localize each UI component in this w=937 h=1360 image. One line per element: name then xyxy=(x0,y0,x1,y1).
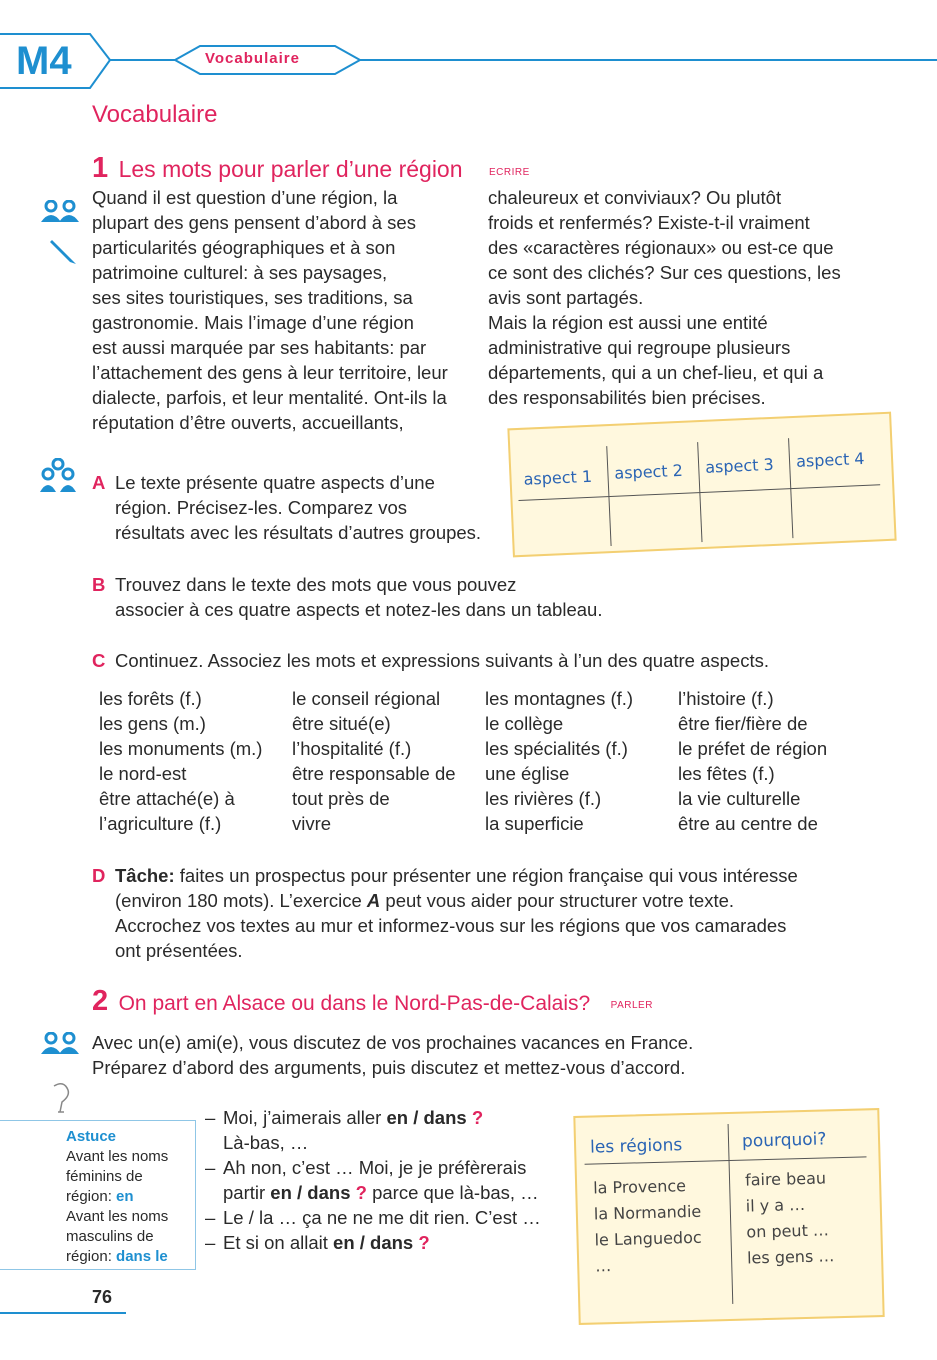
word-item: les montagnes (f.) xyxy=(485,688,634,709)
exercise-1-heading xyxy=(92,152,530,185)
header-tab-label: Vocabulaire xyxy=(205,50,300,67)
dash: – xyxy=(205,1107,216,1128)
text-line: Quand il est question d’une région, la xyxy=(92,187,398,208)
region-item: la Normandie xyxy=(593,1201,702,1224)
dialogue-line xyxy=(205,1105,565,1130)
word-item: être situé(e) xyxy=(292,713,391,734)
dialogue-choice: en / dans xyxy=(333,1232,414,1253)
question-mark: ? xyxy=(418,1232,430,1253)
tip-line xyxy=(66,1187,195,1207)
tip-line: Avant les noms xyxy=(66,1148,169,1165)
header-bar xyxy=(0,0,937,95)
text-line: des «caractères régionaux» ou est-ce que xyxy=(488,237,834,258)
task-b-line: Trouvez dans le texte des mots que vous pouvez xyxy=(115,574,517,595)
task-b-letter: B xyxy=(92,574,106,595)
pair-work-icon xyxy=(40,1032,80,1056)
text-line: des responsabilités bien précises. xyxy=(488,387,766,408)
group-work-icon xyxy=(40,458,76,494)
dash: – xyxy=(205,1157,216,1178)
text-line: Mais la région est aussi une entité xyxy=(488,312,768,333)
reason-item: on peut … xyxy=(746,1220,830,1242)
task-b xyxy=(92,572,692,622)
tip-keyword: dans le xyxy=(116,1248,168,1265)
reason-item: faire beau xyxy=(744,1168,827,1190)
word-item: les rivières (f.) xyxy=(485,788,602,809)
text-line: l’attachement des gens à leur territoire, leur xyxy=(92,362,448,383)
regions-list xyxy=(593,1173,703,1280)
text-line: ce sont des clichés? Sur ces questions, les xyxy=(488,262,841,283)
text-line: avis sont partagés. xyxy=(488,287,644,308)
text-column-left xyxy=(92,185,477,435)
question-mark: ? xyxy=(355,1182,367,1203)
dialogue-line: Là-bas, … xyxy=(223,1132,309,1153)
word-item: le préfet de région xyxy=(678,738,828,759)
task-d-line: ont présentées. xyxy=(115,940,243,961)
word-item: les fêtes (f.) xyxy=(678,763,775,784)
task-a-letter: A xyxy=(92,472,106,493)
text-line: patrimoine culturel: à ses paysages, xyxy=(92,262,388,283)
module-badge: M4 xyxy=(16,39,72,83)
task-a-line: région. Précisez-les. Comparez vos xyxy=(115,497,407,518)
task-c-line: Continuez. Associez les mots et expressions suivants à l’un des quatre aspects. xyxy=(115,650,770,671)
reasons-list xyxy=(745,1165,835,1271)
dialogue-text: Ah non, c’est … Moi, je je préfèrerais xyxy=(223,1157,527,1178)
tip-keyword: en xyxy=(116,1188,134,1205)
word-item: le conseil régional xyxy=(292,688,441,709)
task-a-line: résultats avec les résultats d’autres groupes. xyxy=(115,522,482,543)
dialogue-choice: en / dans xyxy=(386,1107,467,1128)
regions-note xyxy=(573,1108,884,1325)
reason-item: les gens … xyxy=(746,1246,835,1268)
lightbulb-icon xyxy=(48,1082,74,1116)
region-item: la Provence xyxy=(592,1176,687,1198)
exercise-1-skill-tag: ECRIRE xyxy=(488,167,530,179)
pencil-icon xyxy=(48,236,78,266)
exercise-1-title: Les mots pour parler d’une région xyxy=(118,156,463,182)
reason-item: il y a … xyxy=(745,1195,806,1216)
word-item: la vie culturelle xyxy=(678,788,801,809)
text-line: chaleureux et conviviaux? Ou plutôt xyxy=(488,187,782,208)
word-column xyxy=(99,686,292,836)
page-title: Vocabulaire xyxy=(92,101,218,128)
text-line: réputation d’être ouverts, accueillants, xyxy=(92,412,404,433)
regions-header: les régions xyxy=(589,1135,683,1158)
word-list xyxy=(99,686,858,836)
text-line: administrative qui regroupe plusieurs xyxy=(488,337,791,358)
header-ribbon xyxy=(0,0,937,95)
task-a-line: Le texte présente quatre aspects d’une xyxy=(115,472,435,493)
region-item: … xyxy=(595,1256,612,1276)
task-d-bold: Tâche: xyxy=(115,865,175,886)
task-d-line: Accrochez vos textes au mur et informez-vous sur les régions que vos camarades xyxy=(115,915,787,936)
text-line: froids et renfermés? Existe-t-il vraiment xyxy=(488,212,810,233)
dialogue-text: partir xyxy=(223,1182,271,1203)
tip-line: Avant les noms xyxy=(66,1208,169,1225)
pair-work-icon xyxy=(40,200,80,224)
intro-line: Préparez d’abord des arguments, puis discutez et mettez-vous d’accord. xyxy=(92,1057,686,1078)
dialogue-choice: en / dans xyxy=(270,1182,351,1203)
text-line: plupart des gens pensent d’abord à ses xyxy=(92,212,416,233)
task-d-text: peut vous aider pour structurer votre texte. xyxy=(380,890,735,911)
task-c-letter: C xyxy=(92,650,106,671)
tip-text: région: xyxy=(66,1188,117,1205)
text-line: départements, qui a un chef-lieu, et qui a xyxy=(488,362,824,383)
task-d-line: faites un prospectus pour présenter une région française qui vous intéresse xyxy=(174,865,798,886)
text-line: est aussi marquée par ses habitants: par xyxy=(92,337,427,358)
text-line: ses sites touristiques, ses traditions, sa xyxy=(92,287,413,308)
dialogue-line xyxy=(205,1205,565,1230)
word-item: les gens (m.) xyxy=(99,713,206,734)
dialogue-line xyxy=(205,1155,565,1180)
exercise-2-intro xyxy=(92,1030,872,1080)
word-item: être fier/fière de xyxy=(678,713,808,734)
dialogue-line xyxy=(205,1180,565,1205)
word-item: l’hospitalité (f.) xyxy=(292,738,412,759)
intro-line: Avec un(e) ami(e), vous discutez de vos prochaines vacances en France. xyxy=(92,1032,694,1053)
tip-line xyxy=(66,1247,195,1267)
word-item: l’histoire (f.) xyxy=(678,688,774,709)
task-b-line: associer à ces quatre aspects et notez-les dans un tableau. xyxy=(115,599,603,620)
tip-text: région: xyxy=(66,1248,117,1265)
task-a xyxy=(92,470,512,545)
aspect-header: aspect 3 xyxy=(704,454,775,477)
word-item: être attaché(e) à xyxy=(99,788,235,809)
word-item: l’agriculture (f.) xyxy=(99,813,222,834)
task-d-text: A xyxy=(366,890,381,911)
exercise-2-number: 2 xyxy=(92,985,109,1017)
task-d xyxy=(92,863,872,963)
word-item: les spécialités (f.) xyxy=(485,738,628,759)
word-column xyxy=(292,686,485,836)
tip-title: Astuce xyxy=(66,1128,117,1145)
page-number: 76 xyxy=(92,1287,113,1307)
task-d-text: (environ 180 mots). L’exercice xyxy=(115,890,367,911)
question-mark: ? xyxy=(471,1107,484,1128)
tip-line: féminins de xyxy=(66,1168,143,1185)
aspect-header: aspect 4 xyxy=(795,448,865,471)
task-d-line-2 xyxy=(92,888,872,913)
dialogue xyxy=(205,1105,565,1255)
word-item: le nord-est xyxy=(99,763,187,784)
exercise-1-number: 1 xyxy=(92,152,109,184)
word-item: vivre xyxy=(292,813,332,834)
word-column xyxy=(485,686,678,836)
dialogue-line xyxy=(205,1230,565,1255)
dialogue-text: Moi, j’aimerais aller xyxy=(223,1107,387,1128)
footer-rule xyxy=(0,1312,126,1314)
aspect-header: aspect 1 xyxy=(523,466,593,489)
dialogue-text: Et si on allait xyxy=(223,1232,334,1253)
region-item: le Languedoc xyxy=(594,1227,702,1250)
exercise-2-title: On part en Alsace ou dans le Nord-Pas-de-Calais? xyxy=(118,992,591,1015)
dialogue-text: parce que là-bas, … xyxy=(366,1182,539,1203)
word-column xyxy=(678,686,858,836)
text-line: particularités géographiques et à son xyxy=(92,237,396,258)
text-line: dialecte, parfois, et leur mentalité. Ont-ils la xyxy=(92,387,447,408)
word-item: être responsable de xyxy=(292,763,456,784)
word-item: les monuments (m.) xyxy=(99,738,263,759)
exercise-2-heading xyxy=(92,985,653,1018)
task-c xyxy=(92,648,892,673)
word-item: la superficie xyxy=(485,813,584,834)
exercise-2-skill-tag: PARLER xyxy=(610,1000,653,1012)
reasons-header: pourquoi? xyxy=(741,1129,827,1152)
tip-box xyxy=(0,1120,196,1270)
word-item: être au centre de xyxy=(678,813,818,834)
word-item: le collège xyxy=(485,713,564,734)
dash: – xyxy=(205,1207,216,1228)
tip-line: masculins de xyxy=(66,1228,154,1245)
dash: – xyxy=(205,1232,216,1253)
aspects-table-note xyxy=(507,412,896,558)
dialogue-text: Le / la … ça ne ne me dit rien. C’est … xyxy=(223,1207,541,1228)
text-column-right xyxy=(488,185,868,410)
word-item: une église xyxy=(485,763,570,784)
aspect-header: aspect 2 xyxy=(614,460,684,483)
task-d-letter: D xyxy=(92,865,106,886)
word-item: tout près de xyxy=(292,788,390,809)
text-line: gastronomie. Mais l’image d’une région xyxy=(92,312,414,333)
word-item: les forêts (f.) xyxy=(99,688,202,709)
